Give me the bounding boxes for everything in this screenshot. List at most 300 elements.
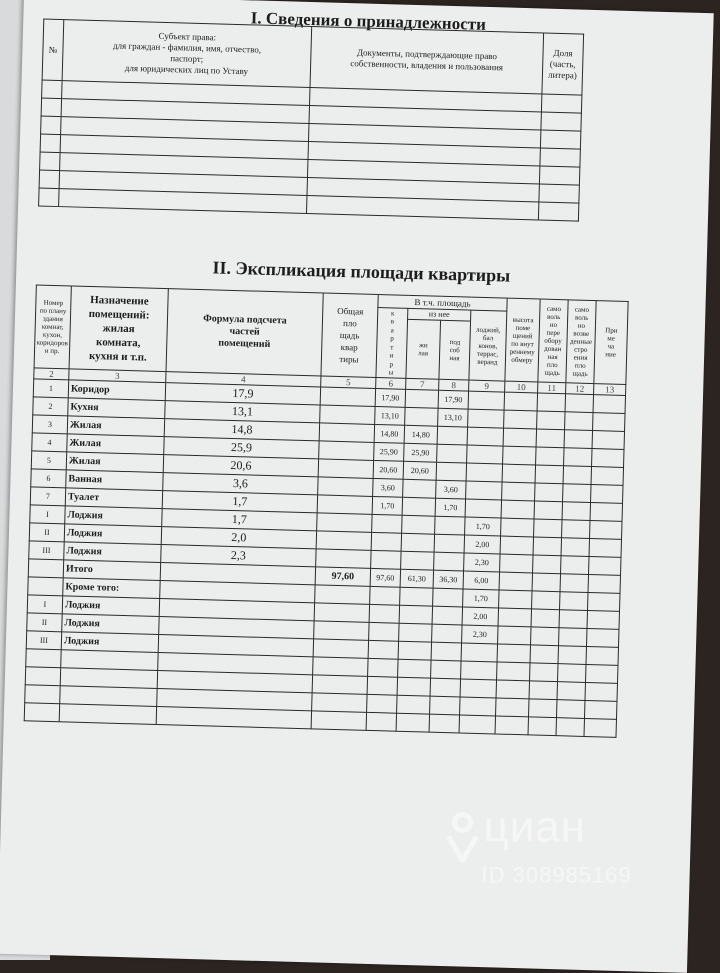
subject-line-1: Субъект права: [158,30,217,43]
loggia-area: 1,70 [463,589,500,608]
ownership-cell [40,134,60,153]
living-area [401,533,434,552]
unauth-h-3: но [577,321,586,330]
extra-cell [562,502,590,521]
purpose-h-1: Назначение [90,293,149,308]
watermark-id: ID 308985169 [481,862,632,888]
empty-cell [311,711,366,731]
extra-cell [560,592,588,611]
extra-cell [499,572,532,591]
apartment-area: 3,60 [373,478,403,497]
room-number: I [27,595,62,614]
self-built-h-2: воль [546,312,561,322]
room-purpose: Кухня [68,398,165,419]
extra-cell [537,393,565,412]
extra-cell [502,482,535,501]
extra-cell [534,501,562,520]
apt-h-5: т [390,342,394,351]
empty-cell [312,675,367,695]
living-area [398,641,431,660]
num-h-2: по плану [39,306,67,316]
auxiliary-area: 36,30 [433,570,463,589]
self-built-h-1: само [546,304,562,314]
room-number: II [29,523,64,542]
empty-cell [396,713,429,732]
unauth-h-7: ения [573,353,588,362]
total-area [316,531,371,551]
header-unauthorized [566,300,596,384]
empty-cell [313,657,368,677]
self-built-h-8: пло [546,360,558,370]
loggia-area [465,499,502,518]
extra-cell [591,467,623,486]
empty-cell [584,718,616,737]
total-h-4: квар [340,341,358,353]
loggia-area: 2,30 [464,553,501,572]
subject-line-3: паспорт; [170,53,204,65]
apt-h-8: ы [388,368,394,377]
loggia-h-5: веранд [477,357,498,366]
watermark-brand: циан [483,802,587,852]
empty-cell [528,717,556,736]
extra-cell [590,503,622,522]
apt-h-7: р [389,359,394,368]
living-h-1: жи [418,341,428,350]
total-area [318,477,373,497]
ownership-cell [539,166,579,185]
room-number: 6 [31,469,66,488]
self-built-h-5: обору [544,336,562,346]
location-pin-icon [446,810,480,862]
auxiliary-area [433,588,463,607]
extra-cell [535,483,563,502]
extra-cell [590,521,622,540]
empty-cell [460,697,497,716]
apartment-area [369,604,399,623]
extra-cell [589,556,621,575]
empty-cell [497,662,530,681]
apartment-area [369,622,399,641]
ownership-col-documents [310,27,544,94]
living-area: 61,30 [400,569,433,588]
purpose-h-5: кухня и т.п. [88,349,147,364]
apartment-area [368,640,398,659]
living-area [400,587,433,606]
column-number: 3 [69,369,166,383]
extra-cell [532,573,560,592]
extra-cell [498,608,531,627]
note-h-1: При [605,326,618,335]
num-h-6: коридоров [36,338,68,348]
column-number: 9 [469,380,505,392]
self-built-h-3: но [549,320,558,330]
total-area [319,423,374,443]
area-formula: 25,9 [164,437,319,459]
loggia-h-1: лоджий, [475,325,501,334]
living-area [403,479,436,498]
extra-cell [501,500,534,519]
empty-cell [366,712,396,731]
unauth-h-2: воль [574,313,589,322]
ownership-table [38,19,584,222]
cian-watermark [446,792,686,892]
extra-cell [564,448,592,467]
extra-cell [562,520,590,539]
extra-cell [497,644,530,663]
loggia-area: 2,00 [464,535,501,554]
auxiliary-area [437,444,467,463]
apartment-area: 20,60 [373,460,403,479]
loggia-area [466,463,503,482]
room-purpose: Кроме того: [63,578,160,599]
auxiliary-area [437,426,467,445]
auxiliary-area [432,606,462,625]
auxiliary-area: 1,70 [435,498,465,517]
extra-cell [501,518,534,537]
apartment-area: 14,80 [374,424,404,443]
column-number: 12 [566,383,594,395]
total-area [315,585,370,605]
empty-cell [312,693,367,713]
share-line-1: Доля [553,47,573,58]
room-number: III [26,631,61,650]
loggia-area [467,427,504,446]
self-built-h-7: ная [547,352,558,362]
auxiliary-area [432,624,462,643]
extra-cell [530,645,558,664]
height-h-5: реннему [509,347,535,357]
living-area [402,497,435,516]
apartment-area [370,586,400,605]
loggia-area [468,409,505,428]
extra-cell [563,484,591,503]
subject-line-4: для юридических лиц по Уставу [124,62,249,77]
extra-cell [503,428,536,447]
room-purpose: Лоджия [62,596,159,617]
extra-cell [559,628,587,647]
unauth-h-8: пло [574,361,586,370]
extra-cell [535,465,563,484]
apartment-area: 17,90 [375,388,405,407]
note-h-4: ние [605,350,617,359]
extra-cell [503,446,536,465]
ownership-cell [39,170,59,189]
note-h-3: ча [607,342,615,351]
apartment-area [371,550,401,569]
room-purpose: Лоджия [62,614,159,635]
total-area [313,639,368,659]
column-number: 6 [376,377,406,389]
total-area: 97,60 [315,567,370,587]
empty-cell [26,649,61,668]
extra-cell [565,394,593,413]
ownership-cell [541,112,581,131]
loggia-area [466,481,503,500]
area-formula: 13,1 [165,401,320,423]
column-number: 7 [406,378,439,390]
loggia-h-4: террас, [476,349,499,358]
section-2-title: II. Экспликация площади квартиры [212,257,511,286]
ownership-col-share [542,33,584,95]
total-area [320,387,375,407]
room-purpose: Жилая [67,416,164,437]
room-number: I [30,505,65,524]
extra-cell [587,610,619,629]
aux-h-2: соб [449,346,460,355]
apt-h-4: р [390,334,394,343]
living-area: 14,80 [404,425,437,444]
empty-cell [557,682,585,701]
documents-line-1: Документы, подтверждающие право [356,47,498,62]
empty-cell [459,715,496,734]
living-area [405,389,438,408]
room-purpose: Жилая [66,452,163,473]
extra-cell [534,519,562,538]
ownership-cell [540,148,580,167]
auxiliary-area [434,552,464,571]
extra-cell [537,411,565,430]
apt-h-3: а [390,325,394,334]
room-purpose: Жилая [67,434,164,455]
unauth-h-1: само [574,305,590,314]
living-h-2: лая [418,349,429,358]
auxiliary-area [435,516,465,535]
num-h-1: Номер [43,298,64,308]
empty-cell [529,699,557,718]
empty-cell [496,698,529,717]
extra-cell [587,628,619,647]
empty-cell [367,676,397,695]
ownership-cell [540,130,580,149]
formula-h-2: частей [229,325,260,338]
room-number: II [27,613,62,632]
room-number: 4 [32,433,67,452]
room-number: 5 [31,451,66,470]
apartment-area: 1,70 [372,496,402,515]
total-area [317,495,372,515]
empty-cell [398,659,431,678]
room-number [28,577,63,596]
num-h-3: здания [42,314,64,324]
column-number: 13 [594,384,626,396]
header-living [406,319,441,379]
empty-cell [59,704,156,725]
living-area: 25,90 [404,443,437,462]
extra-cell [531,609,559,628]
self-built-h-4: пере [546,328,561,338]
total-area [316,549,371,569]
loggia-area [468,391,505,410]
self-built-h-9: щадь [544,368,560,378]
column-number: 2 [34,368,69,380]
area-formula: 2,0 [161,527,316,549]
extra-cell [592,449,624,468]
ownership-cell [41,98,61,117]
total-area [314,603,369,623]
ownership-cell [39,188,59,207]
extra-cell [563,466,591,485]
extra-cell [533,537,561,556]
unauth-h-4: возве [573,329,590,338]
extra-cell [589,539,621,558]
empty-cell [397,677,430,696]
room-number: 2 [33,397,68,416]
loggia-area: 2,00 [462,607,499,626]
apartment-area: 13,10 [375,406,405,425]
area-formula: 2,3 [161,545,316,567]
extra-cell [504,392,537,411]
formula-h-1: Формула подсчета [203,313,287,327]
extra-cell [588,574,620,593]
explication-rows [24,368,626,737]
share-line-3: литера) [547,69,577,80]
section-1-title: I. Сведения о принадлежности [250,8,487,34]
header-purpose [69,286,168,372]
living-area [399,623,432,642]
extra-cell [504,410,537,429]
empty-cell [530,663,558,682]
auxiliary-area: 13,10 [438,408,468,427]
apt-h-1: к [390,308,395,317]
living-area [405,407,438,426]
purpose-h-4: комната, [95,336,141,350]
apartment-area [371,532,401,551]
height-h-2: поме [515,323,531,333]
area-formula: 1,7 [162,491,317,513]
extra-cell [533,555,561,574]
share-line-2: (часть, [549,58,576,69]
room-purpose: Туалет [65,488,162,509]
apartment-area [372,514,402,533]
extra-cell [558,646,586,665]
header-apartment [376,308,408,379]
total-h-2: пло [342,318,357,329]
room-purpose: Коридор [68,380,165,401]
empty-cell [368,658,398,677]
empty-cell [24,703,59,722]
height-h-3: щений [512,331,533,341]
room-number: 1 [33,379,68,398]
subject-line-2: для граждан - фамилия, имя, отчество, [112,40,262,55]
area-formula: 1,7 [162,509,317,531]
empty-cell [461,661,498,680]
total-area [318,459,373,479]
extra-cell [531,627,559,646]
empty-cell [495,716,528,735]
loggia-h-2: бал [482,333,494,342]
unauth-h-5: денные [569,337,593,346]
area-formula: 20,6 [163,455,318,477]
living-area [401,551,434,570]
apt-h-2: в [390,317,395,326]
room-number: 7 [30,487,65,506]
loggia-area: 6,00 [463,571,500,590]
room-number: 3 [32,415,67,434]
auxiliary-area [431,642,461,661]
apartment-area: 97,60 [370,568,400,587]
extra-cell [500,554,533,573]
ownership-col-subject [62,20,312,88]
extra-cell [592,431,624,450]
auxiliary-area [434,534,464,553]
empty-cell [529,681,557,700]
extra-cell [561,538,589,557]
area-formula: 14,8 [164,419,319,441]
empty-cell [586,664,618,683]
extra-cell [536,429,564,448]
total-h-5: тиры [339,353,359,365]
extra-cell [586,646,618,665]
loggia-h-3: конов, [478,341,498,350]
aux-h-3: ная [449,354,460,363]
ownership-rows [39,80,582,221]
column-number: 8 [439,379,469,391]
header-formula [166,289,323,376]
empty-cell [585,682,617,701]
num-h-5: кухон, [42,330,63,340]
purpose-h-3: жилая [102,322,135,336]
auxiliary-area: 3,60 [436,480,466,499]
total-h-1: Общая [337,305,364,317]
loggia-area [461,643,498,662]
empty-cell [430,696,460,715]
extra-cell [498,626,531,645]
ownership-cell [40,152,60,171]
extra-cell [499,590,532,609]
empty-cell [156,706,311,728]
empty-cell [496,680,529,699]
extra-cell [588,592,620,611]
total-area [314,621,369,641]
documents-line-2: собственности, владения и пользования [350,58,504,73]
room-purpose: Лоджия [64,524,161,545]
empty-cell [429,714,459,733]
ownership-cell [41,116,61,135]
header-of-which: из нее [408,308,471,321]
unauth-h-6: стро [574,345,588,354]
unauth-h-9: щадь [572,369,588,378]
ownership-cell [541,94,581,113]
header-room-number [34,285,71,369]
purpose-h-2: помещений: [88,307,150,322]
extra-cell [536,447,564,466]
height-h-1: высота [512,315,534,325]
extra-cell [593,395,625,414]
total-area [317,513,372,533]
living-area [399,605,432,624]
extra-cell [532,591,560,610]
apt-h-6: и [389,351,394,360]
empty-cell [557,700,585,719]
empty-cell [397,695,430,714]
header-height [505,298,540,382]
header-including-area: В т.ч. площадь [378,295,507,312]
empty-cell [558,664,586,683]
formula-h-3: помещений [218,337,271,351]
ownership-cell [538,202,578,221]
extra-cell [593,413,625,432]
empty-cell [430,678,460,697]
height-h-6: обмеру [511,355,533,365]
extra-cell [591,485,623,504]
loggia-area: 2,30 [462,625,499,644]
empty-cell [585,700,617,719]
total-h-3: щадь [339,329,360,341]
area-formula: 17,9 [165,383,320,405]
auxiliary-area [436,462,466,481]
empty-cell [556,718,584,737]
column-number: 4 [166,372,321,387]
